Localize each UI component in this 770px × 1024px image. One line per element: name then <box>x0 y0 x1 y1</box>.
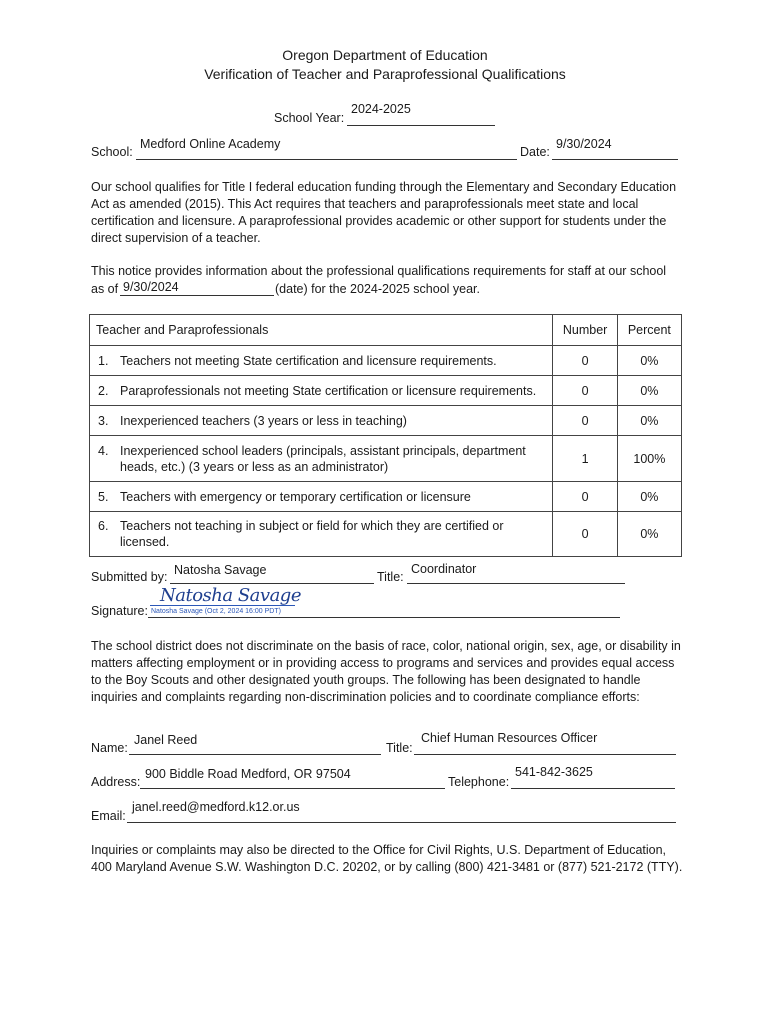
row-number-value[interactable]: 1 <box>553 436 617 482</box>
table-row <box>90 512 682 557</box>
row-text-cell <box>90 406 553 436</box>
header-category: Teacher and Paraprofessionals <box>90 315 553 346</box>
row-text-cell <box>90 436 553 482</box>
table-row <box>90 376 682 406</box>
document-title: Oregon Department of Education <box>282 47 488 63</box>
contact-name-field[interactable]: Janel Reed <box>134 733 198 747</box>
school-year-field[interactable]: 2024-2025 <box>351 102 411 116</box>
table-row <box>90 436 682 482</box>
submitter-title-field[interactable]: Coordinator <box>411 562 477 576</box>
signature-line <box>148 617 620 618</box>
row-percent-value[interactable]: 0% <box>617 406 681 436</box>
address-line <box>140 788 445 789</box>
submitted-by-label: Submitted by: <box>91 570 168 584</box>
row-percent-value[interactable]: 0% <box>617 482 681 512</box>
table-row <box>90 346 682 376</box>
school-label: School: <box>91 145 133 159</box>
contact-title-line <box>414 754 676 755</box>
row-text-cell <box>90 346 553 376</box>
row-text: Teachers with emergency or temporary certification or licensure <box>120 489 471 504</box>
row-percent-value[interactable]: 0% <box>617 512 681 557</box>
school-line <box>136 159 517 160</box>
header-number: Number <box>553 315 617 346</box>
row-number-value[interactable]: 0 <box>553 406 617 436</box>
row-text: Teachers not meeting State certification and licensure requirements. <box>120 353 497 368</box>
contact-name-line <box>129 754 381 755</box>
email-field[interactable]: janel.reed@medford.k12.or.us <box>132 800 300 814</box>
row-number-value[interactable]: 0 <box>553 376 617 406</box>
school-field[interactable]: Medford Online Academy <box>140 137 281 151</box>
table-row <box>90 406 682 436</box>
as-of-label: as of <box>91 282 119 296</box>
signature-script[interactable]: Natosha Savage <box>160 585 301 606</box>
signature-stamp: Natosha Savage (Oct 2, 2024 16:00 PDT) <box>151 608 281 615</box>
row-number: 2. <box>98 383 109 398</box>
as-of-line <box>120 295 274 296</box>
row-text: Teachers not teaching in subject or field for which they are certified or licensed. <box>120 519 504 549</box>
row-percent-value[interactable]: 100% <box>617 436 681 482</box>
row-number: 3. <box>98 413 109 428</box>
school-year-label: School Year: <box>274 111 345 125</box>
header-percent: Percent <box>617 315 681 346</box>
notice-suffix: (date) for the 2024-2025 school year. <box>275 282 480 296</box>
signature-label: Signature: <box>91 604 148 618</box>
submitter-title-label: Title: <box>377 570 404 584</box>
row-text: Inexperienced school leaders (principals, assistant principals, department heads, etc.) (3 years or less as an administrator) <box>120 443 526 474</box>
address-label: Address: <box>91 775 141 789</box>
row-text-cell <box>90 376 553 406</box>
telephone-label: Telephone: <box>448 775 510 789</box>
row-percent-value[interactable]: 0% <box>617 346 681 376</box>
table-header-row <box>90 315 682 346</box>
email-label: Email: <box>91 809 126 823</box>
contact-title-field[interactable]: Chief Human Resources Officer <box>421 731 598 745</box>
submitted-by-line <box>170 583 374 584</box>
row-number: 5. <box>98 489 109 504</box>
date-line <box>552 159 678 160</box>
contact-title-label: Title: <box>386 741 413 755</box>
school-year-line <box>347 125 495 126</box>
date-field[interactable]: 9/30/2024 <box>556 137 612 151</box>
row-text-cell <box>90 512 553 557</box>
row-text: Inexperienced teachers (3 years or less in teaching) <box>120 413 407 428</box>
as-of-date-field[interactable]: 9/30/2024 <box>123 280 179 294</box>
row-text: Paraprofessionals not meeting State certification or licensure requirements. <box>120 383 537 398</box>
row-percent-value[interactable]: 0% <box>617 376 681 406</box>
address-field[interactable]: 900 Biddle Road Medford, OR 97504 <box>145 767 351 781</box>
intro-paragraph: Our school qualifies for Title I federal education funding through the Elementary and Secondary Education Act as amended (2015). This Act requires that teachers and paraprofessionals meet state and local certification and licensure. A paraprofessional provides academic or other support for students under the direct supervision of a teacher. <box>91 180 677 245</box>
table-row <box>90 482 682 512</box>
row-number-value[interactable]: 0 <box>553 482 617 512</box>
row-text-cell <box>90 482 553 512</box>
email-line <box>127 822 676 823</box>
telephone-field[interactable]: 541-842-3625 <box>515 765 593 779</box>
row-number: 1. <box>98 353 109 368</box>
submitter-title-line <box>407 583 625 584</box>
telephone-line <box>511 788 675 789</box>
date-label: Date: <box>520 145 550 159</box>
qualifications-table <box>89 314 682 557</box>
contact-name-label: Name: <box>91 741 128 755</box>
submitted-by-field[interactable]: Natosha Savage <box>174 563 267 577</box>
footer-paragraph: Inquiries or complaints may also be directed to the Office for Civil Rights, U.S. Department of Education, 400 Maryland Avenue S.W. Washington D.C. 20202, or by calling (800) 421-3481 or (877) 521-2172 (TTY). <box>91 843 683 874</box>
nondiscrimination-paragraph: The school district does not discriminate on the basis of race, color, national origin, sex, age, or disability in matters affecting employment or in providing access to programs and services and provides equal access to the Boy Scouts and other designated youth groups. The following has been designated to handle inquiries and complaints regarding non-discrimination policies and to coordinate compliance efforts: <box>91 639 681 704</box>
row-number-value[interactable]: 0 <box>553 346 617 376</box>
row-number: 6. <box>98 519 109 533</box>
notice-text: This notice provides information about the professional qualifications requirements for staff at our school <box>91 264 667 278</box>
row-number-value[interactable]: 0 <box>553 512 617 557</box>
document-subtitle: Verification of Teacher and Paraprofessional Qualifications <box>204 66 566 82</box>
row-number: 4. <box>98 443 109 458</box>
